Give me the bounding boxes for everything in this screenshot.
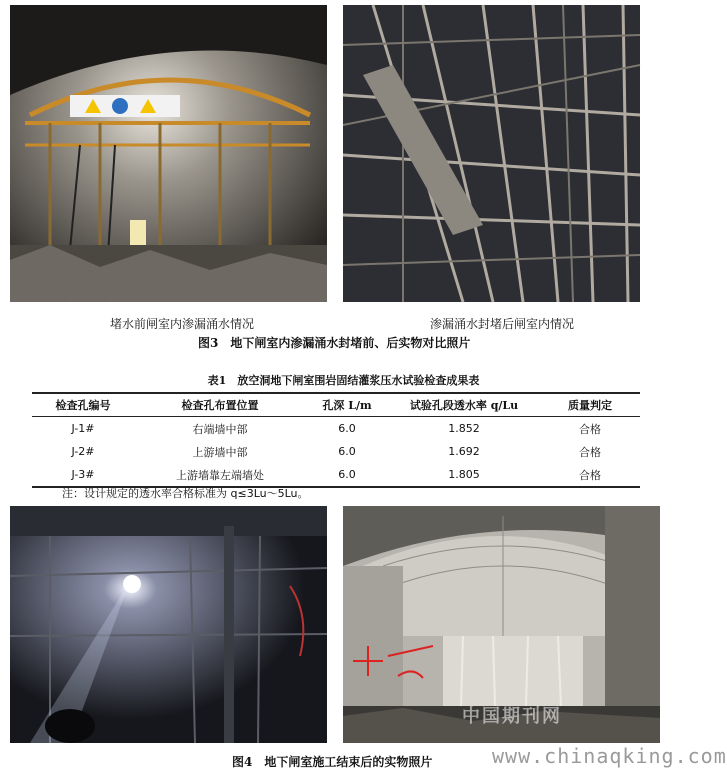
table-header-row: [32, 393, 640, 417]
table1-note: 注：设计规定的透水率合格标准为 q≤3Lu～5Lu。: [62, 487, 309, 500]
table-row: [32, 463, 640, 487]
cell-permeability: 1.805: [388, 463, 540, 487]
cell-location: 上游墙中部: [192, 445, 248, 459]
watermark-en: www.chinaqking.com: [492, 744, 727, 768]
cell-depth: 6.0: [338, 422, 356, 435]
table-row: [32, 440, 640, 463]
cell-depth: 6.0: [306, 463, 388, 487]
cell-hole-id: J-1#: [71, 422, 95, 435]
photo-before-plugging: [10, 5, 327, 302]
watermark-cn: 中国期刊网: [462, 706, 562, 727]
figure3-right-caption: 渗漏涌水封堵后闸室内情况: [430, 317, 575, 331]
photo-after-plugging: [343, 5, 640, 302]
cell-location: 上游墙靠左端墙处: [134, 463, 306, 487]
col-header-hole-id: 检查孔编号: [32, 393, 134, 417]
col-header-permeability: 试验孔段透水率 q/Lu: [388, 393, 540, 417]
figure3-title: 图3 地下闸室内渗漏涌水封堵前、后实物对比照片: [198, 336, 471, 350]
cell-quality: 合格: [579, 445, 601, 459]
table1: [32, 392, 640, 488]
table1-title: 表1 放空洞地下闸室围岩固结灌浆压水试验检查成果表: [207, 374, 480, 387]
col-header-hole-location: 检查孔布置位置: [134, 393, 306, 417]
photo-chamber-completed-left: [10, 506, 327, 743]
col-header-quality: 质量判定: [540, 393, 640, 417]
cell-permeability: 1.692: [448, 445, 480, 458]
cell-hole-id: J-3#: [32, 463, 134, 487]
figure4-title: 图4 地下闸室施工结束后的实物照片: [232, 755, 433, 769]
cell-hole-id: J-2#: [71, 445, 95, 458]
figure3-left-caption: 堵水前闸室内渗漏涌水情况: [110, 317, 255, 331]
cell-depth: 6.0: [338, 445, 356, 458]
cell-quality: 合格: [579, 422, 601, 436]
col-header-depth: 孔深 L/m: [306, 393, 388, 417]
cell-permeability: 1.852: [448, 422, 480, 435]
cell-location: 右端墙中部: [192, 422, 248, 436]
cell-quality: 合格: [540, 463, 640, 487]
table-row: [32, 417, 640, 441]
